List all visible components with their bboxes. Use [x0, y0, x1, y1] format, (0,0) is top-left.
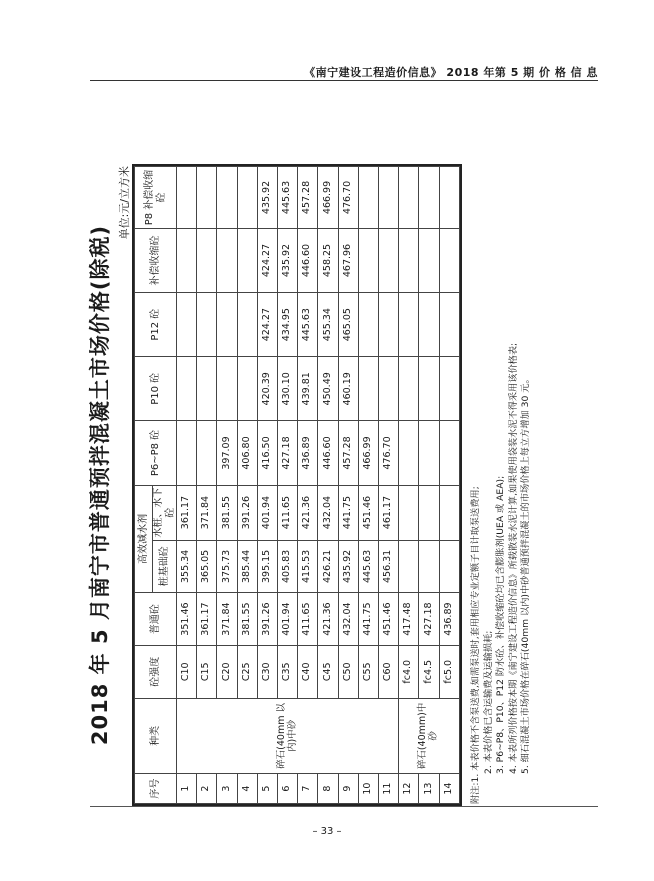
- cell-grade: C40: [298, 645, 318, 698]
- unit-label: 单位:元/立方米: [118, 166, 131, 240]
- cell-no: 12: [399, 774, 419, 804]
- cell-grade: C55: [358, 645, 378, 698]
- note-line: 2. 本表价格已含运输费及运输损耗;: [482, 630, 494, 774]
- rotated-sheet: [82, 160, 552, 810]
- cell-comp: 424.27: [257, 228, 277, 292]
- cell-p12: 445.63: [298, 293, 318, 357]
- cell-comp: [197, 228, 217, 292]
- cell-normal: 401.94: [278, 593, 298, 646]
- header-rule: [90, 80, 598, 81]
- table-row: [399, 167, 419, 804]
- cell-normal: 432.04: [338, 593, 358, 646]
- note-line: 3. P6~P8、P10、P12 防水砼、补偿收缩砼均已含膨胀剂(UEA 或 AEA);: [495, 475, 506, 774]
- price-table-frame: [132, 164, 462, 806]
- cell-comp: [177, 228, 197, 292]
- header-p12: P12 砼: [135, 293, 177, 357]
- header-p6p8: P6~P8 砼: [135, 421, 177, 485]
- cell-p12: [217, 293, 237, 357]
- cell-no: 2: [197, 774, 217, 804]
- cell-comp: [358, 228, 378, 292]
- cell-pile: [419, 540, 439, 593]
- note-line: 附注:1. 本表价格不含泵送费,如需泵送时,套用相应专业定额子目计取泵送费用;: [470, 486, 481, 804]
- table-row: [177, 167, 197, 804]
- header-p8comp: P8 补偿收缩砼: [135, 167, 177, 229]
- cell-normal: 411.65: [298, 593, 318, 646]
- cell-underwater: 391.26: [237, 485, 257, 540]
- cell-comp: [399, 228, 419, 292]
- cell-no: 8: [318, 774, 338, 804]
- footer-rule: [90, 806, 598, 807]
- cell-normal: 371.84: [217, 593, 237, 646]
- cell-no: 14: [439, 774, 459, 804]
- cell-comp: [439, 228, 459, 292]
- header-p10: P10 砼: [135, 357, 177, 421]
- cell-pile: 375.73: [217, 540, 237, 593]
- cell-pile: [439, 540, 459, 593]
- cell-pile: 365.05: [197, 540, 217, 593]
- cell-pile: 435.92: [338, 540, 358, 593]
- cell-p10: 450.49: [318, 357, 338, 421]
- cell-no: 1: [177, 774, 197, 804]
- cell-pile: 395.15: [257, 540, 277, 593]
- cell-underwater: 451.46: [358, 485, 378, 540]
- cell-kind-group1: 碎石(40mm 以内)中砂: [177, 698, 399, 774]
- header-comp: 补偿收缩砼: [135, 228, 177, 292]
- cell-p8comp: 466.99: [318, 167, 338, 229]
- cell-normal: 427.18: [419, 593, 439, 646]
- cell-p10: [379, 357, 399, 421]
- cell-p10: [439, 357, 459, 421]
- header-pile: 桩基础砼: [153, 540, 177, 593]
- cell-p12: 424.27: [257, 293, 277, 357]
- cell-pile: 385.44: [237, 540, 257, 593]
- cell-p8comp: 445.63: [278, 167, 298, 229]
- cell-p6p8: 446.60: [318, 421, 338, 485]
- cell-no: 10: [358, 774, 378, 804]
- cell-comp: 446.60: [298, 228, 318, 292]
- cell-p12: [177, 293, 197, 357]
- notes: [470, 164, 533, 804]
- cell-p8comp: [237, 167, 257, 229]
- cell-grade: C25: [237, 645, 257, 698]
- cell-grade: C35: [278, 645, 298, 698]
- cell-p6p8: [399, 421, 419, 485]
- cell-normal: 381.55: [237, 593, 257, 646]
- cell-underwater: 381.55: [217, 485, 237, 540]
- cell-kind-group2: 碎石(40mm)中砂: [399, 698, 460, 774]
- cell-pile: 456.31: [379, 540, 399, 593]
- cell-underwater: 411.65: [278, 485, 298, 540]
- cell-grade: C60: [379, 645, 399, 698]
- cell-p8comp: [419, 167, 439, 229]
- cell-p6p8: [177, 421, 197, 485]
- cell-p12: [439, 293, 459, 357]
- cell-p8comp: [217, 167, 237, 229]
- cell-p10: [419, 357, 439, 421]
- cell-p12: 434.95: [278, 293, 298, 357]
- cell-normal: 417.48: [399, 593, 419, 646]
- cell-grade: C50: [338, 645, 358, 698]
- cell-p8comp: 476.70: [338, 167, 358, 229]
- cell-pile: 426.21: [318, 540, 338, 593]
- cell-no: 7: [298, 774, 318, 804]
- cell-underwater: 421.36: [298, 485, 318, 540]
- cell-no: 3: [217, 774, 237, 804]
- cell-grade: fc5.0: [439, 645, 459, 698]
- price-table: [134, 166, 460, 804]
- cell-p12: [419, 293, 439, 357]
- cell-p12: [358, 293, 378, 357]
- cell-p6p8: 436.89: [298, 421, 318, 485]
- cell-underwater: 361.17: [177, 485, 197, 540]
- cell-p8comp: [197, 167, 217, 229]
- cell-p6p8: 427.18: [278, 421, 298, 485]
- cell-grade: C30: [257, 645, 277, 698]
- cell-p12: 455.34: [318, 293, 338, 357]
- cell-p8comp: [399, 167, 419, 229]
- cell-underwater: [419, 485, 439, 540]
- cell-no: 9: [338, 774, 358, 804]
- cell-pile: 405.83: [278, 540, 298, 593]
- cell-pile: 445.63: [358, 540, 378, 593]
- cell-pile: 355.34: [177, 540, 197, 593]
- cell-p10: [217, 357, 237, 421]
- cell-p6p8: 416.50: [257, 421, 277, 485]
- cell-normal: 441.75: [358, 593, 378, 646]
- cell-p10: [399, 357, 419, 421]
- cell-p12: [379, 293, 399, 357]
- page-number: – 33 –: [312, 826, 342, 837]
- cell-p10: 420.39: [257, 357, 277, 421]
- cell-p12: [237, 293, 257, 357]
- cell-no: 6: [278, 774, 298, 804]
- cell-p6p8: 466.99: [358, 421, 378, 485]
- cell-pile: 415.53: [298, 540, 318, 593]
- cell-p6p8: 397.09: [217, 421, 237, 485]
- cell-p10: 439.81: [298, 357, 318, 421]
- cell-comp: [419, 228, 439, 292]
- header-title: 《南宁建设工程造价信息》 2018 年第 5 期 价 格 信 息: [304, 66, 598, 79]
- cell-p6p8: [197, 421, 217, 485]
- cell-underwater: 461.17: [379, 485, 399, 540]
- cell-grade: C45: [318, 645, 338, 698]
- cell-underwater: 432.04: [318, 485, 338, 540]
- header-seq: 序号: [135, 774, 177, 804]
- cell-underwater: 441.75: [338, 485, 358, 540]
- page-title: 2018 年 5 月南宁市普通预拌混凝土市场价格(除税): [88, 224, 112, 746]
- header-reducer: 高效减水剂: [135, 485, 153, 593]
- cell-p6p8: [419, 421, 439, 485]
- cell-comp: [379, 228, 399, 292]
- cell-p10: [177, 357, 197, 421]
- note-line: 4. 本表所列价格按本期《南宁建设工程造价信息》所载散装水泥计算,如果使用袋装水泥不得采用该价格表;: [507, 342, 519, 774]
- cell-p8comp: 457.28: [298, 167, 318, 229]
- cell-p12: [399, 293, 419, 357]
- cell-p10: 460.19: [338, 357, 358, 421]
- cell-comp: 435.92: [278, 228, 298, 292]
- cell-p8comp: [177, 167, 197, 229]
- cell-normal: 361.17: [197, 593, 217, 646]
- header-normal: 普通砼: [135, 593, 177, 646]
- cell-grade: C10: [177, 645, 197, 698]
- cell-grade: fc4.0: [399, 645, 419, 698]
- cell-comp: 458.25: [318, 228, 338, 292]
- cell-normal: 391.26: [257, 593, 277, 646]
- cell-no: 11: [379, 774, 399, 804]
- cell-normal: 451.46: [379, 593, 399, 646]
- cell-no: 5: [257, 774, 277, 804]
- cell-underwater: 371.84: [197, 485, 217, 540]
- cell-no: 4: [237, 774, 257, 804]
- cell-p8comp: [358, 167, 378, 229]
- cell-p8comp: 435.92: [257, 167, 277, 229]
- header-kind: 种类: [135, 698, 177, 774]
- header-underwater: 水桩、水下砼: [153, 485, 177, 540]
- cell-normal: 436.89: [439, 593, 459, 646]
- cell-normal: 421.36: [318, 593, 338, 646]
- cell-p8comp: [439, 167, 459, 229]
- cell-underwater: [439, 485, 459, 540]
- cell-grade: C15: [197, 645, 217, 698]
- note-line: 5. 细石混凝土市场价格在碎石(40mm 以内)中砂普通预拌混凝土的市场价格上每立方增加 30 元。: [520, 374, 531, 774]
- cell-underwater: 401.94: [257, 485, 277, 540]
- cell-comp: [237, 228, 257, 292]
- cell-grade: fc4.5: [419, 645, 439, 698]
- cell-p6p8: 457.28: [338, 421, 358, 485]
- cell-comp: [217, 228, 237, 292]
- cell-grade: C20: [217, 645, 237, 698]
- cell-p6p8: [439, 421, 459, 485]
- cell-underwater: [399, 485, 419, 540]
- cell-p6p8: 406.80: [237, 421, 257, 485]
- cell-p12: [197, 293, 217, 357]
- cell-p10: [358, 357, 378, 421]
- cell-pile: [399, 540, 419, 593]
- cell-comp: 467.96: [338, 228, 358, 292]
- cell-p10: [237, 357, 257, 421]
- header-grade: 砼强度: [135, 645, 177, 698]
- cell-normal: 351.46: [177, 593, 197, 646]
- cell-no: 13: [419, 774, 439, 804]
- cell-p8comp: [379, 167, 399, 229]
- cell-p10: [197, 357, 217, 421]
- cell-p6p8: 476.70: [379, 421, 399, 485]
- cell-p12: 465.05: [338, 293, 358, 357]
- cell-p10: 430.10: [278, 357, 298, 421]
